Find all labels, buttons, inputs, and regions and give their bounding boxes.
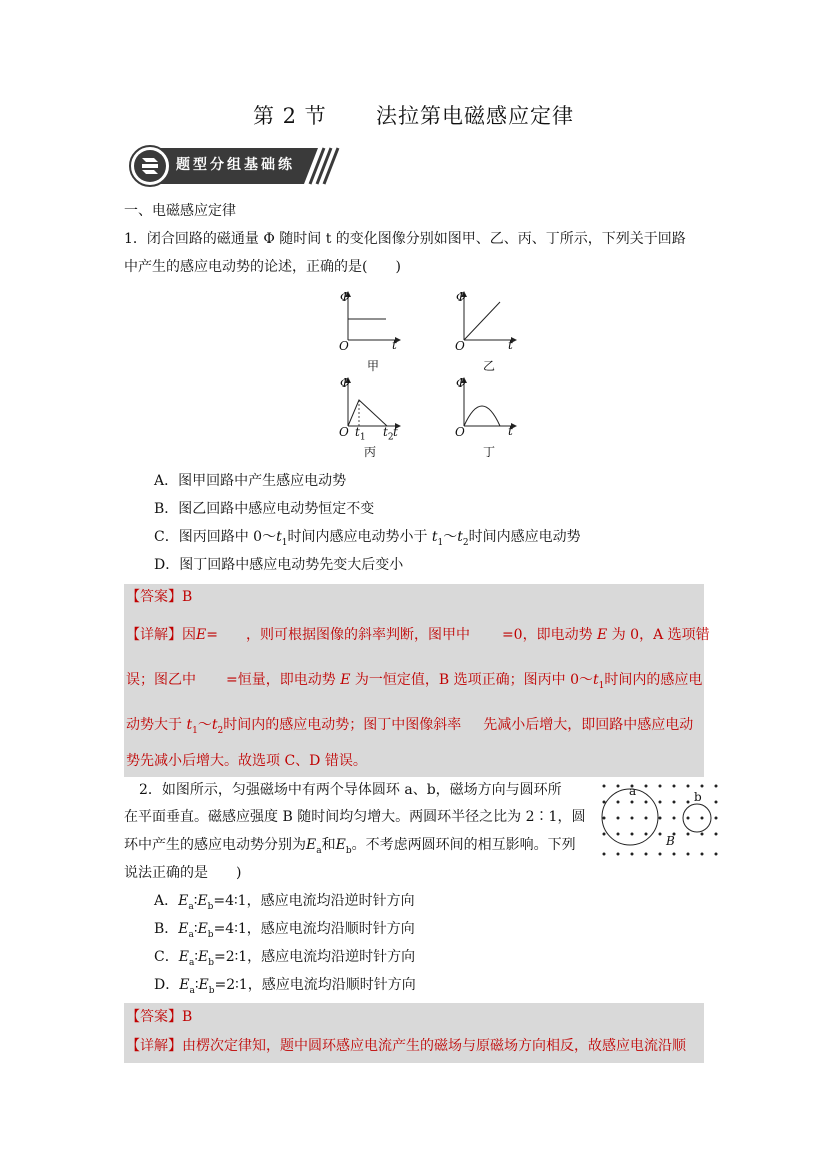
bing-origin: O <box>339 425 349 439</box>
graph-ding <box>464 380 514 426</box>
q2-answer-block <box>124 1003 704 1063</box>
q2-option-a: A．$E_a∶E_b=4∶1$，感应电流均沿逆时针方向 <box>154 893 415 912</box>
banner-label: 题型分组基础练 <box>176 157 295 173</box>
page-title <box>0 100 827 130</box>
q1-stem-line2: 中产生的感应电动势的论述，正确的是( ) <box>124 259 401 275</box>
section-name: 法拉第电磁感应定律 <box>376 104 575 128</box>
label-bing: 丙 <box>364 445 377 459</box>
q2-option-d: D．$E_a∶E_b=2∶1$，感应电流均沿顺时针方向 <box>154 977 416 996</box>
label-jia: 甲 <box>367 359 380 373</box>
q1-answer-block <box>124 584 710 777</box>
label-yi: 乙 <box>483 359 496 373</box>
section-number: 第 2 节 <box>252 104 327 128</box>
q2-detail-line1: 【详解】由楞次定律知，题中圆环感应电流产生的磁场与原磁场方向相反，故感应电流沿顺 <box>126 1038 686 1054</box>
yi-origin: O <box>455 339 465 353</box>
bing-axis-y: Φ <box>340 376 350 390</box>
q1-option-a: A．图甲回路中产生感应电动势 <box>154 473 347 489</box>
q2-stem-line4: 说法正确的是 ) <box>124 865 242 881</box>
ding-axis-y: Φ <box>456 376 466 390</box>
jia-axis-y: Φ <box>340 290 350 304</box>
q2-option-b: B．$E_a∶E_b=4∶1$，感应电流均沿顺时针方向 <box>154 921 415 940</box>
ding-origin: O <box>455 425 465 439</box>
yi-axis-x: t <box>508 338 513 352</box>
label-ding: 丁 <box>483 445 496 459</box>
yi-axis-y: Φ <box>456 290 466 304</box>
q1-answer: 【答案】B <box>126 589 193 605</box>
heading-electromagnetic-induction: 一、电磁感应定律 <box>124 203 236 219</box>
section-banner <box>128 145 348 187</box>
q1-option-d: D．图丁回路中感应电动势先变大后变小 <box>154 557 404 573</box>
q1-stem-line1: 1．闭合回路的磁通量 Φ 随时间 t 的变化图像分别如图甲、乙、丙、丁所示，下列关于回路 <box>124 231 686 247</box>
bing-t2: $t_2$ <box>383 425 394 443</box>
q1-detail-line1: 【详解】因E= ，则可根据图像的斜率判断，图甲中 =0，即电动势 E 为 0，A 选项错 <box>126 627 710 643</box>
q2-stem-line1: 2．如图所示，匀强磁场中有两个导体圆环 a、b，磁场方向与圆环所 <box>139 782 562 798</box>
q2-field-label: B <box>666 834 675 848</box>
q1-option-b: B．图乙回路中感应电动势恒定不变 <box>154 501 375 517</box>
q2-ring-a-label: a <box>629 784 637 798</box>
graph-bing <box>348 380 398 426</box>
q1-option-c: C．图丙回路中 $0\sim t_1$时间内感应电动势小于 $t_1\sim t_2$时间内感应电动势 <box>154 529 581 548</box>
bing-t1: $t_1$ <box>355 425 366 443</box>
q1-detail-line4: 势先减小后增大。故选项 C、D 错误。 <box>126 753 367 769</box>
q2-answer: 【答案】B <box>126 1009 193 1025</box>
q2-ring-b-label: b <box>694 790 702 804</box>
q2-option-c: C．$E_a∶E_b=2∶1$，感应电流均沿逆时针方向 <box>154 949 416 968</box>
bing-axis-x: t <box>393 425 398 439</box>
q1-detail-line3: 动势大于 $t_1\sim t_2$时间内的感应电动势；图丁中图像斜率 先减小后增大，即回路中感应电动 <box>126 717 694 736</box>
q1-detail-line2: 误；图乙中 =恒量，即电动势 E 为一恒定值，B 选项正确；图丙中 $0\sim t_1$时间内的感应电 <box>126 672 703 691</box>
ding-axis-x: t <box>508 424 513 438</box>
q2-stem-line2: 在平面垂直。磁感应强度 B 随时间均匀增大。两圆环半径之比为 2∶1，圆 <box>124 809 586 825</box>
jia-axis-x: t <box>392 338 397 352</box>
graph-yi <box>464 294 514 340</box>
jia-origin: O <box>339 339 349 353</box>
graph-jia <box>348 294 398 340</box>
q2-stem-line3: 环中产生的感应电动势分别为$E_a$和$E_b$。不考虑两圆环间的相互影响。下列 <box>124 837 576 856</box>
